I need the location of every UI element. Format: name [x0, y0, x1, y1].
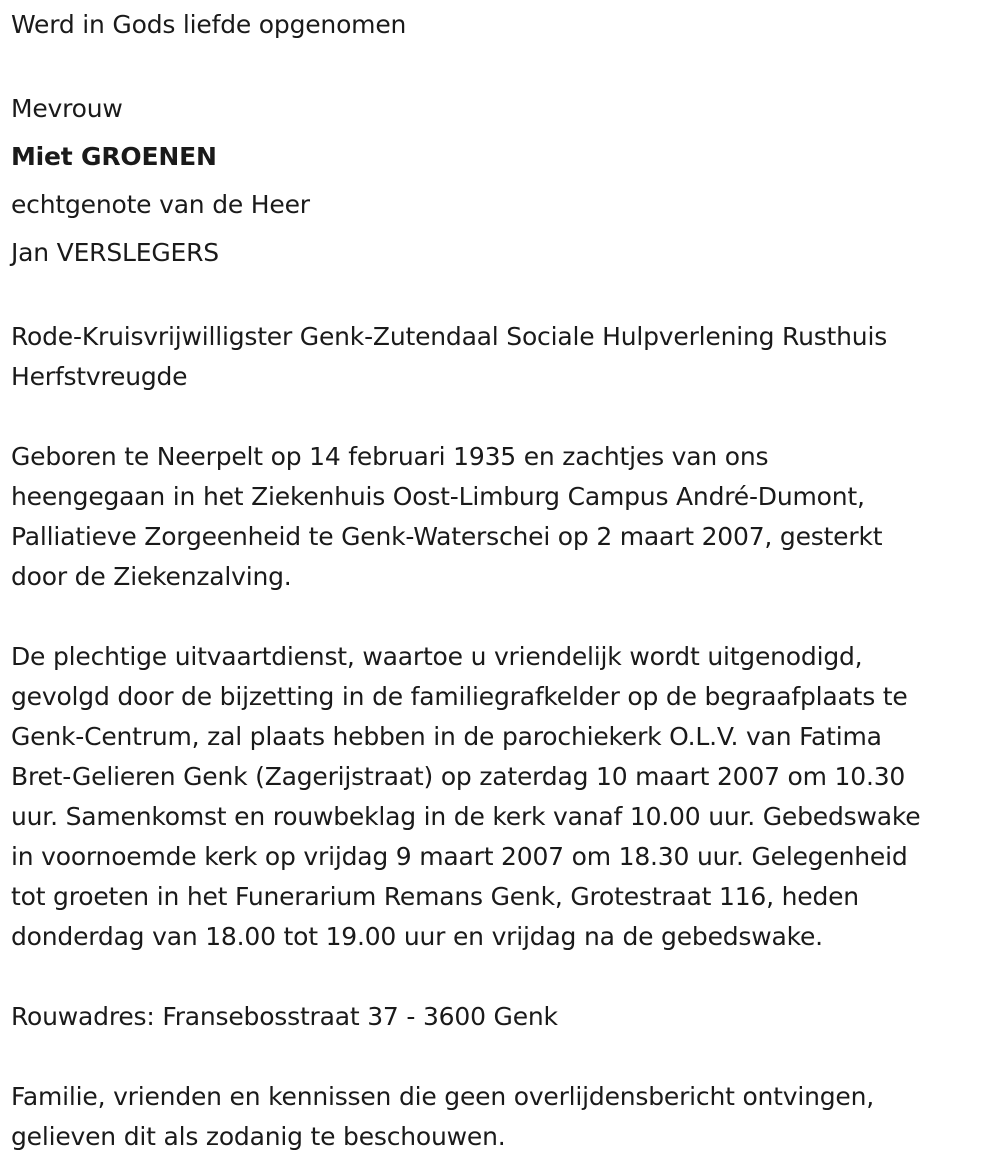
relation-text: echtgenote van de Heer — [11, 190, 310, 219]
funeral-line: De plechtige uitvaartdienst, waartoe u vriendelijk wordt uitgenodigd, — [11, 642, 863, 671]
funeral-line: gevolgd door de bijzetting in de familiegrafkelder op de begraafplaats te — [11, 682, 908, 711]
spacer — [11, 957, 991, 997]
birth-death-line: Geboren te Neerpelt op 14 februari 1935 en zachtjes van ons — [11, 442, 769, 471]
funeral-line: uur. Samenkomst en rouwbeklag in de kerk vanaf 10.00 uur. Gebedswake — [11, 802, 921, 831]
spacer — [11, 277, 991, 317]
funeral-line: in voornoemde kerk op vrijdag 9 maart 2007 om 18.30 uur. Gelegenheid — [11, 842, 908, 871]
affiliation-paragraph — [11, 317, 991, 397]
mourning-address: Rouwadres: Fransebosstraat 37 - 3600 Genk — [11, 1002, 558, 1031]
funeral-paragraph — [11, 637, 991, 957]
funeral-line: tot groeten in het Funerarium Remans Genk, Grotestraat 116, heden — [11, 882, 859, 911]
birth-death-paragraph — [11, 437, 991, 597]
funeral-line: Genk-Centrum, zal plaats hebben in de parochiekerk O.L.V. van Fatima — [11, 722, 882, 751]
affiliation-line: Herfstvreugde — [11, 362, 188, 391]
closing-line: Familie, vrienden en kennissen die geen overlijdensbericht ontvingen, — [11, 1082, 875, 1111]
spouse-name: Jan VERSLEGERS — [11, 238, 219, 267]
birth-death-line: heengegaan in het Ziekenhuis Oost-Limburg Campus André-Dumont, — [11, 482, 865, 511]
birth-death-line: Palliatieve Zorgeenheid te Genk-Waterschei op 2 maart 2007, gesterkt — [11, 522, 883, 551]
spacer — [11, 397, 991, 437]
birth-death-line: door de Ziekenzalving. — [11, 562, 292, 591]
deceased-name: Miet GROENEN — [11, 142, 217, 171]
closing-paragraph — [11, 1077, 991, 1157]
closing-line: gelieven dit als zodanig te beschouwen. — [11, 1122, 506, 1151]
intro-text: Werd in Gods liefde opgenomen — [11, 10, 407, 39]
spacer — [11, 45, 991, 85]
spacer — [11, 597, 991, 637]
funeral-line: Bret-Gelieren Genk (Zagerijstraat) op zaterdag 10 maart 2007 om 10.30 — [11, 762, 906, 791]
spacer — [11, 1037, 991, 1077]
obituary-document — [11, 5, 991, 1157]
deceased-title: Mevrouw — [11, 94, 123, 123]
funeral-line: donderdag van 18.00 tot 19.00 uur en vrijdag na de gebedswake. — [11, 922, 823, 951]
affiliation-line: Rode-Kruisvrijwilligster Genk-Zutendaal Sociale Hulpverlening Rusthuis — [11, 322, 888, 351]
deceased-block — [11, 85, 991, 277]
